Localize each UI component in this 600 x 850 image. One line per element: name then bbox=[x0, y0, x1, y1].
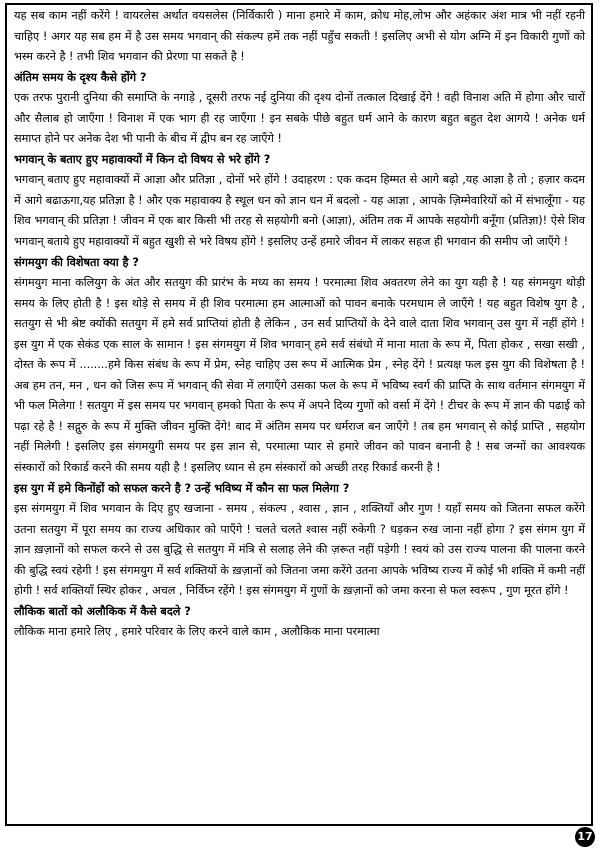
paragraph-lokik-alokik: लौकिक माना हमारे लिए , हमारे परिवार के लिए करने वाले काम , अलौकिक माना परमात्मा bbox=[14, 625, 380, 639]
paragraph-great-versions: भगवान् बताए हुए महावाक्यों में आज्ञा और प्रतिज्ञा , दोनों भरे होंगे ! उदाहरण : एक कदम हिम्मत से आगे बढ़ो ,यह आज्ञा है तो ; हज़ार कदम में आगे बढाऊगा,यह प्रतिज्ञा है ! और एक महावाक्य है स्थूल धन को ज्ञान धन में बदलो - यह आज्ञा , आपके ज़िम्मेवारियों को में संभालूँगा - यह शिव भगवान् की प्रतिज्ञा ! जीवन में एक बार किसी भी तरह से सहयोगी बनो (आज्ञा), अंतिम तक में आपके सहयोगी बनूँगा (प्रतिज्ञा)! ऐसे शिव भगवान् बताये हुए महावाक्यों में बहुत खुशी से भरे विषय होंगे ! इसलिए उन्हें हमारे जीवन में लाकर सहज ही भगवान की समीप जो जाएँगे ! bbox=[14, 173, 585, 249]
heading-great-versions: भगवान् के बताए हुए महावाक्यों में किन दो विषय से भरे होंगे ? bbox=[14, 152, 271, 166]
heading-lokik-alokik: लौकिक बातों को अलौकिक में कैसे बदले ? bbox=[14, 604, 191, 618]
heading-treasures: इस युग में हमे किनोंहों को सफल करने है ? उन्हें भविष्य में कौन सा फल मिलेगा ? bbox=[14, 481, 350, 495]
paragraph-treasures: इस संगमयुग में शिव भगवान के दिए हुए खजाना - समय , संकल्प , श्वास , ज्ञान , शक्तियाँ और गुण ! यहाँ समय को जितना सफल करेंगे उतना सतयुग में पूरा समय का राज्य अधिकार को पाएँगे ! चलते चलते श्वास नहीं रुकेगी ? धड़कन रुख जाना नहीं होगा ? इस संगम युग में ज्ञान ख़ज़ानों को सफल करने से उस बुद्धि से सतयुग में मंत्रि से सलाह लेने की ज़रूत नहीं पड़ेगी ! स्वयं को उस राज्य पालना की पालना करने की बुद्धि स्वयं रहेगी ! इस संगमयुग में सर्व शक्तियों के ख़ज़ानों को जितना जमा करेंगे उतना आपके भविष्य राज्य में कोई भी शक्ति में कमी नहीं होगी ! सर्व शक्तियाँ स्थिर होकर , अचल , निर्विघ्न रहेंगे ! इस संगमयुग में गुणों के ख़ज़ानों को जमा करना से फल स्वरूप , गुण मूरत होंगे ! bbox=[14, 502, 585, 598]
heading-confluence-age: संगमयुग की विशेषता क्या है ? bbox=[14, 255, 139, 269]
document-page bbox=[5, 3, 593, 826]
paragraph-final-scenes: एक तरफ पुरानी दुनिया की समाप्ति के नगाड़े , दूसरी तरफ नई दुनिया की दृश्य दोनों तत्काल दिखाई देंगे ! वही विनाश अति में होगा और चारों और सैलाब हो जाएँगा ! विनाश में एक भाग ही रह जाएँगा ! इन सबके पीछे बहुत धर्म आने के कारण बहुत बहुत देश आगये ! अनेक धर्म समाप्त होने पर अनेक देश भी पानी के बीच में द्वीप बन रह जाएँगे ! bbox=[14, 91, 585, 146]
heading-final-scenes: अंतिम समय के दृश्य कैसे होंगे ? bbox=[14, 70, 147, 84]
paragraph-intro: यह सब काम नहीं करेंगे ! वायरलेस अर्थात वयसलेस (निर्विकारी ) माना हमारे में काम, क्रोध मोह,लोभ और अहंकार अंश मात्र भी नहीं रहनी चाहिए ! अगर यह सब हम में है उस समय भगवान् की संकल्प हमें तक नहीं पहुँच सकती ! इसलिए अभी से योग अग्नि में इन विकारी गुणों को भस्म करने है ! तभी शिव भगवान की प्रेरणा पा सकते है ! bbox=[14, 9, 585, 64]
page-number-badge: 17 bbox=[575, 827, 595, 847]
paragraph-confluence-age: संगमयुग माना कलियुग के अंत और सतयुग की प्रारंभ के मध्य का समय ! परमात्मा शिव अवतरण लेने का युग यही है ! यह संगमयुग थोड़ी समय के लिए होती है ! इस थोड़े से समय में ही शिव परमात्मा हम आत्माओं को पावन बनाके परमधाम ले जाएँगे ! यह बहुत विशेष युग है , सतयुग से भी श्रेष्ट क्योंकी सतयुग में हमे सर्व प्राप्तियां होती है लेकिन , उन सर्व प्राप्तियों के देने वाले दाता शिव भगवान् उस युग में नहीं होंगे ! इस युग में एक सेकंड एक साल के सामान ! इस संगमयुग में शिव भगवान् हमे सर्व संबंधो में माना माता के रूप में, पिता होकर , सखा सखी , दोस्त के रूप में ........हमे किस संबंध के रूप में प्रेम, स्नेह चाहिए उस रूप में आत्मिक प्रेम , स्नेह देंगे ! प्रत्यक्ष फल इस युग की विशेषता है ! अब हम तन, मन , धन को जिस रूप में भगवान् की सेवा में लगाएँगे उसका फल के रूप में भविष्य स्वर्ग की प्राप्ति के साथ वर्तमान संगमयुग में भी फल मिलेगा ! सतयुग में इस समय पर भगवान् हमको पिता के रूप में अपने दिव्य गुणों को वर्सा में देंगे ! टीचर के रूप में ज्ञान की पढाई को पढ़ा रहे है ! सद्गुरु के रूप में मुक्ति जीवन मुक्ति देंगे! बाद में अंतिम समय पर धर्मराज बन जाएँगे ! तब हम भगवान् से कोई प्राप्ति , सहयोग नहीं मिलेगी ! इसलिए इस संगमयुगी समय पर इस ज्ञान से, परमात्मा प्यार से हमारे जीवन को पावन बनानी है ! सब जन्मों का आवश्यक संस्कारों को रिकार्ड करने की समय यही है ! इसलिए ध्यान से हम संस्कारों को अच्छी तरह रिकार्ड करनी है ! bbox=[14, 276, 585, 475]
